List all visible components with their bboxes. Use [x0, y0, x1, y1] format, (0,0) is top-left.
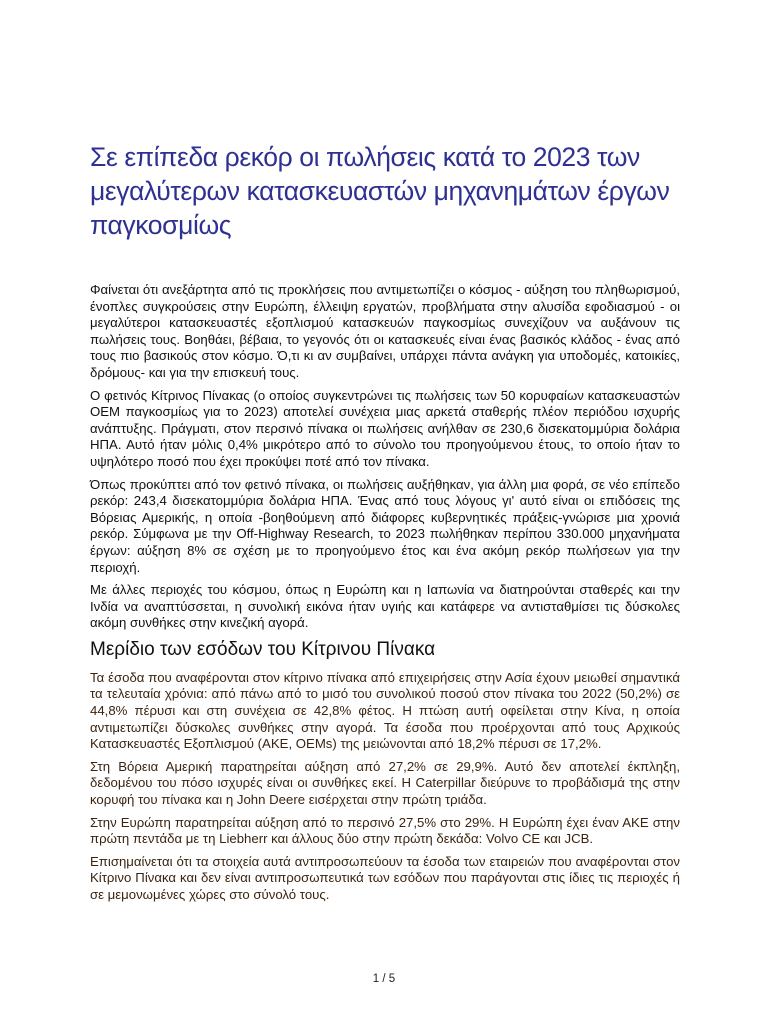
paragraph: Όπως προκύπτει από τον φετινό πίνακα, οι πωλήσεις αυξήθηκαν, για άλλη μια φορά, σε νέο επίπεδο ρεκόρ: 243,4 δισεκατομμύρια δολάρια ΗΠΑ. Ένας από τους λόγους γι' αυτό είναι οι επιδόσεις της Βόρειας Αμερικής, η οποία -βοηθούμενη από διάφορες κυβερνητικές πράξεις-γνώρισε μια χρονιά ρεκόρ. Σύμφωνα με την Off-Highway Research, το 2023 πωλήθηκαν περίπου 330.000 μηχανήματα έργων: αύξηση 8% σε σχέση με το προηγούμενο έτος και ένα ακόμη ρεκόρ πωλήσεων για την περιοχή.: [90, 476, 680, 575]
paragraph: Με άλλες περιοχές του κόσμου, όπως η Ευρώπη και η Ιαπωνία να διατηρούνται σταθερές και την Ινδία να αναπτύσσεται, η συνολική εικόνα ήταν υγιής και κατάφερε να αντισταθμίσει τις δύσκολες ακόμη συνθήκες στην κινεζική αγορά.: [90, 582, 680, 631]
document-title: Σε επίπεδα ρεκόρ οι πωλήσεις κατά το 2023 των μεγαλύτερων κατασκευαστών μηχανημάτων έργων παγκοσμίως: [90, 142, 670, 240]
paragraph: Φαίνεται ότι ανεξάρτητα από τις προκλήσεις που αντιμετωπίζει ο κόσμος - αύξηση του πληθωρισμού, ένοπλες συγκρούσεις στην Ευρώπη, έλλειψη εργατών, προβλήματα στην αλυσίδα εφοδιασμού - οι μεγαλύτεροι κατασκευαστές εξοπλισμού κατασκευών παγκοσμίως συνεχίζουν να αυξάνουν τις πωλήσεις τους. Βοηθάει, βέβαια, το γεγονός ότι οι κατασκευές είναι ένας βασικός κλάδος - ένας από τους πιο βασικούς στον κόσμο. Ό,τι κι αν συμβαίνει, υπάρχει πάντα ανάγκη για υποδομές, κατοικίες, δρόμους- και για την επισκευή τους.: [90, 282, 680, 380]
paragraph: Τα έσοδα που αναφέρονται στον κίτρινο πίνακα από επιχειρήσεις στην Ασία έχουν μειωθεί σημαντικά τα τελευταία χρόνια: από πάνω από το μισό του συνολικού ποσού στον πίνακα του 2022 (50,2%) σε 44,8% πέρυσι και στη συνέχεια σε 42,8% φέτος. Η πτώση αυτή οφείλεται στην Κίνα, η οποία αντιμετωπίζει δύσκολες συνθήκες στην αγορά. Τα έσοδα που προέρχονται από τους Αρχικούς Κατασκευαστές Εξοπλισμού (ΑΚΕ, OEMs) της μειώνονται από 18,2% πέρυσι σε 17,2%.: [90, 669, 680, 752]
intro-section: [90, 282, 680, 632]
page-number: 1 / 5: [372, 973, 396, 985]
paragraph: Επισημαίνεται ότι τα στοιχεία αυτά αντιπροσωπεύουν τα έσοδα των εταιρειών που αναφέρονται στον Κίτρινο Πίνακα και δεν είναι αντιπροσωπευτικά των εσόδων που παράγονται στις ίδιες τις περιοχές ή σε μεμονωμένες χώρες στο σύνολό τους.: [90, 853, 680, 902]
document-page: [90, 140, 680, 910]
revenue-share-section: [90, 670, 680, 904]
paragraph: Στη Βόρεια Αμερική παρατηρείται αύξηση από 27,2% σε 29,9%. Αυτό δεν αποτελεί έκπληξη, δεδομένου του πόσο ισχυρές είναι οι συνθήκες εκεί. Η Caterpillar διεύρυνε το προβάδισμά της στην κορυφή του πίνακα και η John Deere εισέρχεται στην πρώτη τριάδα.: [90, 758, 680, 808]
paragraph: Στην Ευρώπη παρατηρείται αύξηση από το περσινό 27,5% στο 29%. Η Ευρώπη έχει έναν ΑΚΕ στην πρώτη πεντάδα με τη Liebherr και άλλους δύο στην πρώτη δεκάδα: Volvo CE και JCB.: [90, 814, 680, 847]
section-heading: Μερίδιο των εσόδων του Κίτρινου Πίνακα: [90, 638, 436, 660]
paragraph: Ο φετινός Κίτρινος Πίνακας (ο οποίος συγκεντρώνει τις πωλήσεις των 50 κορυφαίων κατασκευαστών OEM παγκοσμίως για το 2023) αποτελεί συνέχεια μιας αρκετά σταθερής πλέον περιόδου ισχυρής ανάπτυξης. Πράγματι, στον περσινό πίνακα οι πωλήσεις ανήλθαν σε 230,6 δισεκατομμύρια δολάρια ΗΠΑ. Αυτό ήταν μόλις 0,4% μικρότερο από το σύνολο του προηγούμενου έτους, το οποίο ήταν το υψηλότερο ποσό που έχει προκύψει ποτέ από τον πίνακα.: [90, 387, 680, 469]
